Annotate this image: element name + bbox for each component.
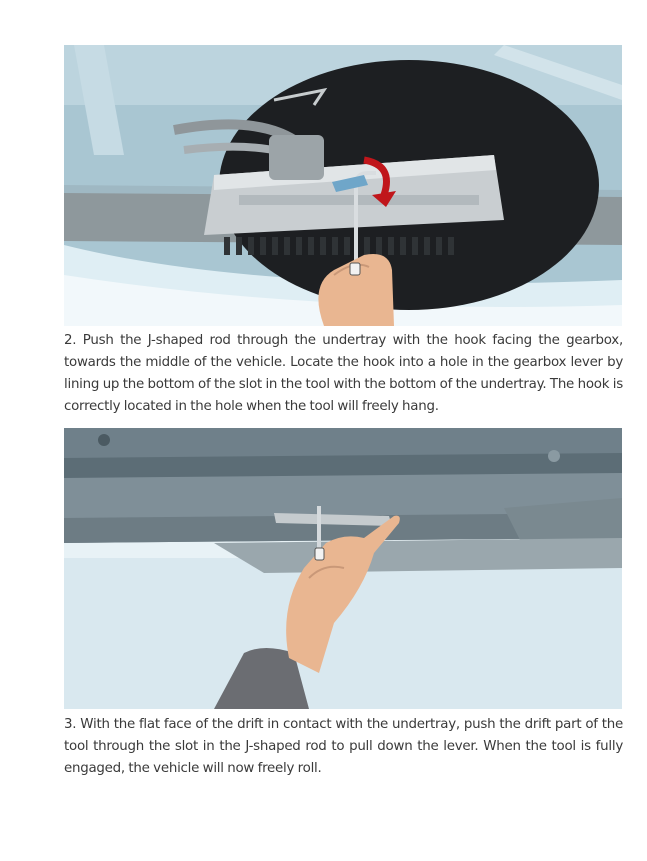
step-2-instruction: 2. Push the J-shaped rod through the undertray with the hook facing the gearbox, towards the middle of the vehicle. Locate the hook into a hole in the gearbox lever by lining up the bottom of the slot in the tool with the bottom of the undertray. The hook is correctly located in the hole when the tool will freely hang.	[64, 333, 623, 414]
illustration-step-2	[64, 45, 622, 326]
drift-insertion-illustration	[64, 428, 622, 709]
illustration-step-3	[64, 428, 622, 709]
step-3-instruction: 3. With the flat face of the drift in contact with the undertray, push the drift part of the tool through the slot in the J-shaped rod to pull down the lever. When the tool is fully engaged, the vehicle will now freely roll.	[64, 717, 623, 776]
undertray-cutaway-illustration	[64, 45, 622, 326]
